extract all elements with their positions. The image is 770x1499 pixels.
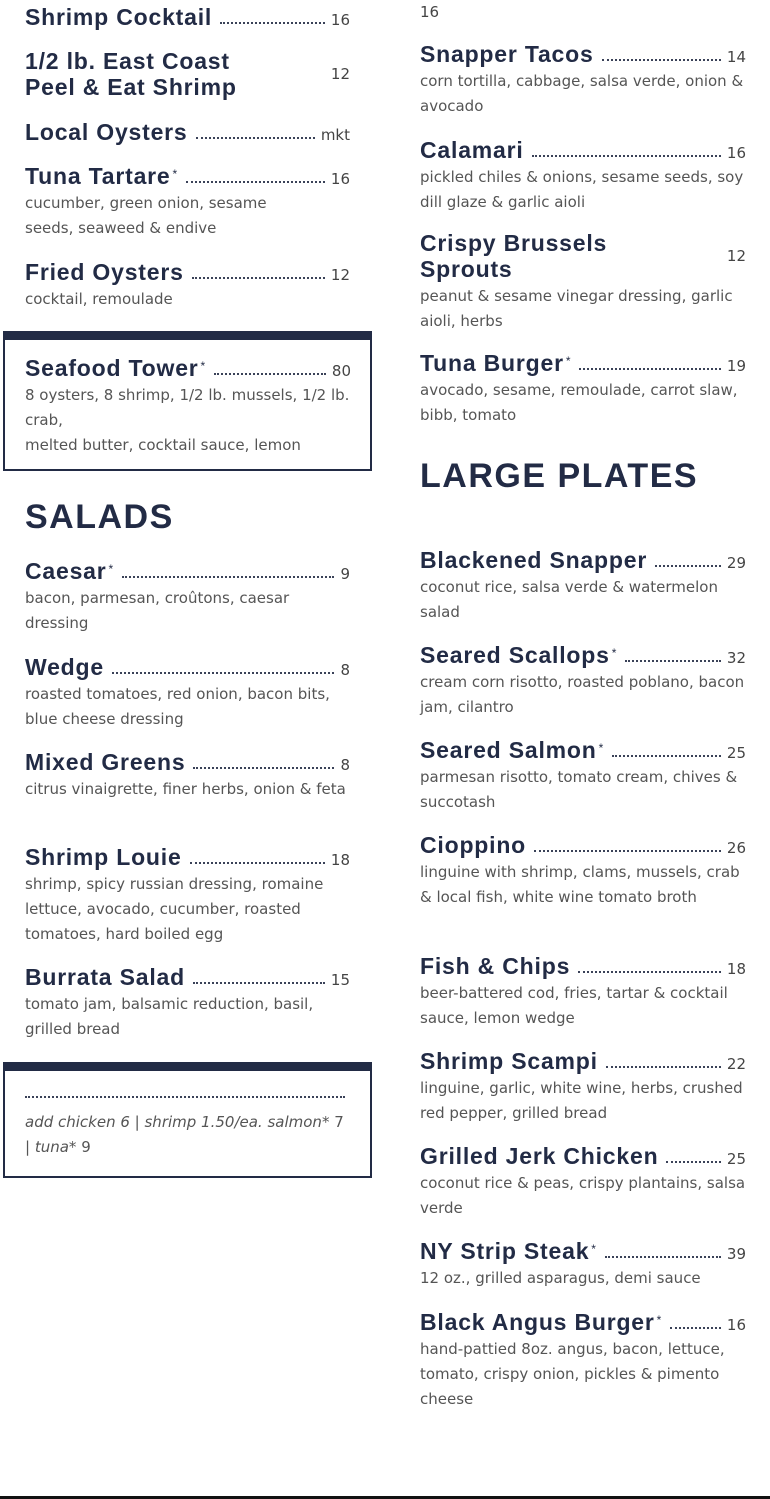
menu-item-grilled-jerk-chicken: [420, 1143, 746, 1221]
item-price: 12: [330, 266, 350, 284]
item-name: Mixed Greens: [25, 749, 186, 775]
item-name: Fried Oysters: [25, 259, 184, 285]
menu-item-cioppino: [420, 832, 746, 910]
item-description: beer-battered cod, fries, tartar & cocktail sauce, lemon wedge: [420, 984, 728, 1027]
item-description: avocado, sesame, remoulade, carrot slaw, bibb, tomato: [420, 381, 738, 424]
item-description: bacon, parmesan, croûtons, caesar dressing: [25, 589, 290, 632]
item-name: Shrimp Scampi: [420, 1048, 598, 1074]
item-price: 8: [340, 661, 350, 679]
menu-item-black-angus-burger: [420, 1309, 746, 1412]
item-description: roasted tomatoes, red onion, bacon bits, blue cheese dressing: [25, 685, 330, 728]
menu-item-crispy-brussels-sprouts: [420, 230, 746, 334]
menu-item-seafood-tower: [25, 355, 351, 458]
menu-item-fish-chips: [420, 953, 746, 1031]
leader-dots: [602, 59, 721, 61]
leader-dots: [625, 660, 721, 662]
item-name: Grilled Jerk Chicken: [420, 1143, 659, 1169]
leader-dots: [612, 755, 721, 757]
menu-item-shrimp-cocktail: [25, 4, 350, 30]
item-name: Calamari: [420, 137, 524, 163]
item-description: citrus vinaigrette, finer herbs, onion & feta: [25, 780, 346, 798]
item-price: 80: [331, 362, 351, 380]
item-description-2: melted butter, cocktail sauce, lemon: [25, 436, 301, 454]
addons-box: [3, 1062, 372, 1178]
menu-item-tuna-burger: [420, 350, 746, 428]
item-price: 9: [340, 565, 350, 583]
item-price: 32: [726, 649, 746, 667]
leader-dots: [193, 982, 325, 984]
item-price: 8: [340, 756, 350, 774]
item-name: Snapper Tacos: [420, 41, 594, 67]
item-name: Black Angus Burger *: [420, 1309, 663, 1335]
item-name: Crispy Brussels Sprouts: [420, 230, 608, 282]
item-price: 12: [330, 65, 350, 83]
leader-dots: [214, 373, 326, 375]
seafood-tower-box: [3, 331, 372, 471]
item-price: 25: [726, 744, 746, 762]
leader-dots: [655, 565, 721, 567]
item-price: 15: [330, 971, 350, 989]
item-price: 12: [726, 247, 746, 265]
salads-heading: SALADS: [25, 498, 174, 536]
leader-dots: [112, 672, 334, 674]
item-price: 16: [330, 11, 350, 29]
item-price: 22: [726, 1055, 746, 1073]
item-price: 16: [330, 170, 350, 188]
menu-item-seared-salmon: [420, 737, 746, 815]
addons-divider: [25, 1096, 345, 1098]
leader-dots: [193, 767, 334, 769]
leader-dots: [534, 850, 721, 852]
leader-dots: [196, 137, 315, 139]
item-description: linguine, garlic, white wine, herbs, crushed red pepper, grilled bread: [420, 1079, 743, 1122]
menu-item-local-oysters: [25, 119, 350, 145]
item-name: Fish & Chips: [420, 953, 571, 979]
item-price: 29: [726, 554, 746, 572]
leader-dots: [666, 1161, 720, 1163]
menu-item-peel-eat-shrimp: [25, 48, 350, 100]
menu-item-tuna-tartare: [25, 163, 350, 241]
item-name: Seared Salmon *: [420, 737, 605, 763]
item-price: 25: [726, 1150, 746, 1168]
item-description: hand-pattied 8oz. angus, bacon, lettuce, tomato, crispy onion, pickles & pimento cheese: [420, 1340, 725, 1408]
menu-item-shrimp-louie: [25, 844, 350, 947]
leader-dots: [670, 1327, 721, 1329]
item-name: NY Strip Steak *: [420, 1238, 597, 1264]
item-name: Burrata Salad: [25, 964, 185, 990]
item-description: parmesan risotto, tomato cream, chives & succotash: [420, 768, 738, 811]
leader-dots: [578, 971, 721, 973]
item-price: 18: [726, 960, 746, 978]
menu-item-caesar: [25, 558, 350, 636]
leader-dots: [605, 1256, 721, 1258]
item-price: 18: [330, 851, 350, 869]
item-name: Wedge: [25, 654, 104, 680]
menu-item-blackened-snapper: [420, 547, 746, 625]
large-plates-heading: LARGE PLATES: [420, 457, 699, 495]
leader-dots: [190, 862, 325, 864]
item-name: Seafood Tower *: [25, 355, 207, 381]
item-description: 8 oysters, 8 shrimp, 1/2 lb. mussels, 1/2 lb. crab,: [25, 386, 350, 429]
item-name: Shrimp Cocktail: [25, 4, 213, 30]
item-price: 19: [726, 357, 746, 375]
item-price: 26: [726, 839, 746, 857]
item-price: 16: [726, 144, 746, 162]
item-name: Tuna Burger *: [420, 350, 572, 376]
item-name: Shrimp Louie: [25, 844, 182, 870]
leader-dots: [186, 181, 325, 183]
item-description: pickled chiles & onions, sesame seeds, soy dill glaze & garlic aioli: [420, 168, 744, 211]
item-name: Local Oysters: [25, 119, 188, 145]
menu-item-seared-scallops: [420, 642, 746, 720]
addons-text: add chicken 6 | shrimp 1.50/ea. salmon* 7 | tuna* 9: [25, 1113, 344, 1156]
menu-item-wedge: [25, 654, 350, 732]
menu-item-snapper-tacos: [420, 41, 746, 119]
item-name: Caesar *: [25, 558, 115, 584]
item-name: Blackened Snapper: [420, 547, 648, 573]
leader-dots: [220, 22, 325, 24]
item-description: cream corn risotto, roasted poblano, bacon jam, cilantro: [420, 673, 745, 716]
item-name: 1/2 lb. East Coast Peel & Eat Shrimp: [25, 48, 237, 100]
item-description: tomato jam, balsamic reduction, basil, grilled bread: [25, 995, 314, 1038]
menu-item-mixed-greens: [25, 749, 350, 802]
item-price: 16: [726, 1316, 746, 1334]
item-description: 12 oz., grilled asparagus, demi sauce: [420, 1269, 701, 1287]
menu-item-calamari: [420, 137, 746, 215]
item-price: mkt: [320, 126, 350, 144]
item-description: corn tortilla, cabbage, salsa verde, onion & avocado: [420, 72, 744, 115]
item-description: peanut & sesame vinegar dressing, garlic aioli, herbs: [420, 287, 733, 330]
item-name: Seared Scallops *: [420, 642, 618, 668]
continued-price: 16: [420, 3, 440, 21]
item-description: coconut rice, salsa verde & watermelon salad: [420, 578, 718, 621]
menu-item-ny-strip-steak: [420, 1238, 746, 1291]
menu-item-shrimp-scampi: [420, 1048, 746, 1126]
item-description: coconut rice & peas, crispy plantains, salsa verde: [420, 1174, 746, 1217]
leader-dots: [192, 277, 325, 279]
item-description: cocktail, remoulade: [25, 290, 173, 308]
item-price: 39: [726, 1245, 746, 1263]
leader-dots: [532, 155, 721, 157]
leader-dots: [122, 576, 334, 578]
item-price: 14: [726, 48, 746, 66]
menu-item-fried-oysters: [25, 259, 350, 312]
item-name: Cioppino: [420, 832, 527, 858]
item-description: linguine with shrimp, clams, mussels, crab & local fish, white wine tomato broth: [420, 863, 740, 906]
item-description: shrimp, spicy russian dressing, romaine lettuce, avocado, cucumber, roasted tomatoes, hard boiled egg: [25, 875, 324, 943]
item-description: cucumber, green onion, sesame seeds, seaweed & endive: [25, 194, 267, 237]
leader-dots: [606, 1066, 721, 1068]
item-name: Tuna Tartare *: [25, 163, 178, 189]
leader-dots: [579, 368, 721, 370]
menu-item-burrata-salad: [25, 964, 350, 1042]
